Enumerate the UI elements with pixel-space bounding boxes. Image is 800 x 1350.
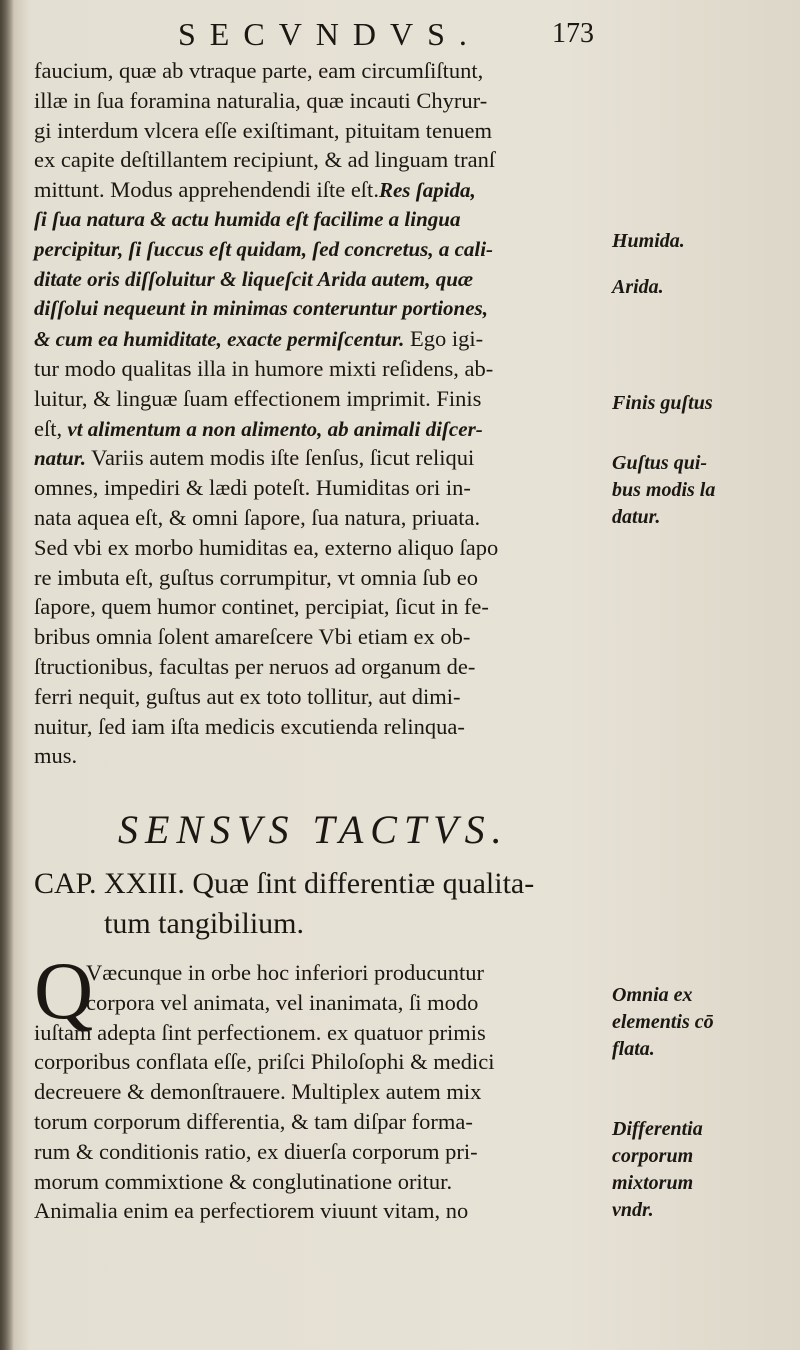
text-line: corpora vel animata, vel inanimata, ſi modo <box>86 989 479 1015</box>
text-italic: vt alimentum a non alimento, ab animali diſcer- <box>62 416 483 441</box>
text-line: ex capite deſtillantem recipiunt, & ad linguam tranſ <box>34 147 496 173</box>
text-line: Sed vbi ex morbo humiditas ea, externo aliquo ſapo <box>34 534 499 560</box>
text-line <box>34 443 614 473</box>
margin-note-text: Omnia ex <box>612 984 693 1006</box>
margin-note <box>612 274 664 301</box>
margin-note-text: flata. <box>612 1038 655 1060</box>
text-line: Animalia enim ea perfectiorem viuunt vitam, no <box>34 1198 469 1224</box>
text-line: omnes, impediri & lædi poteſt. Humiditas ori in- <box>34 475 471 501</box>
chapter-title-line: CAP. XXIII. Quæ ſint differentiæ qualita- <box>34 867 535 900</box>
margin-note-text: datur. <box>612 506 661 528</box>
text-line: ſtructionibus, facultas per neruos ad organum de- <box>34 653 476 679</box>
text-line: nuitur, ſed iam iſta medicis excutienda relinqua- <box>34 713 465 739</box>
margin-note <box>612 390 713 417</box>
text-italic: Res ſapida, <box>378 178 476 203</box>
text-line: decreuere & demonſtrauere. Multiplex autem mix <box>34 1079 482 1105</box>
margin-note-text: Guſtus qui- <box>612 452 708 474</box>
text-italic: natur. <box>34 446 86 471</box>
text-line: gi interdum vlcera eſſe exiſtimant, pituitam tenuem <box>34 117 492 143</box>
text-roman: eſt, <box>34 415 63 441</box>
text-line: Væcunque in orbe hoc inferiori producuntur <box>86 960 485 985</box>
text-line: re imbuta eſt, guſtus corrumpitur, vt omnia ſub eo <box>34 564 479 590</box>
margin-note-text: elementis cō <box>612 1011 714 1033</box>
margin-note <box>612 450 715 531</box>
text-line: ferri nequit, guſtus aut ex toto tollitur, aut dimi- <box>34 683 461 709</box>
italic-line: ſi ſua natura & actu humida eſt facilime a lingua <box>34 206 461 231</box>
margin-note <box>612 228 685 255</box>
page-header <box>0 14 800 54</box>
text-roman: Ego igi- <box>404 326 484 352</box>
margin-note-text: Humida. <box>612 230 685 252</box>
main-text <box>34 56 614 771</box>
text-line: faucium, quæ ab vtraque parte, eam circumſiſtunt, <box>34 58 484 83</box>
margin-note-text: bus modis la <box>612 479 716 501</box>
text-line: illæ in ſua foramina naturalia, quæ incauti Chyrur- <box>34 87 488 113</box>
text-line: rum & conditionis ratio, ex diuerſa corporum pri- <box>34 1138 478 1164</box>
page-number: 173 <box>552 18 594 49</box>
text-line: torum corporum differentia, & tam diſpar forma- <box>34 1108 473 1134</box>
margin-note-text: mixtorum <box>612 1172 694 1194</box>
chapter-title-line: tum tangibilium. <box>104 907 304 940</box>
margin-note-text: corporum <box>612 1145 694 1167</box>
text-line <box>34 175 614 205</box>
margin-note-text: Finis guſtus <box>612 392 713 414</box>
chapter-title <box>34 864 634 944</box>
text-line: tur modo qualitas illa in humore mixti reſidens, ab- <box>34 355 494 381</box>
text-line <box>34 324 614 354</box>
text-roman: mittunt. Modus apprehendendi iſte eſt. <box>34 177 379 203</box>
text-line: luitur, & linguæ ſuam effectionem imprimit. Finis <box>34 385 482 411</box>
text-line <box>34 414 614 444</box>
running-head: SECVNDVS. <box>178 16 481 52</box>
text-line: mus. <box>34 743 78 769</box>
drop-cap: Q <box>34 945 94 1036</box>
text-line: morum commixtione & conglutinatione oritur. <box>34 1168 453 1194</box>
gutter-shadow <box>0 0 14 1350</box>
text-line: ſapore, quem humor continet, percipiat, ſicut in fe- <box>34 594 489 620</box>
italic-line: percipitur, ſi ſuccus eſt quidam, ſed concretus, a cali- <box>34 236 494 261</box>
text-line: corporibus conflata eſſe, priſci Philoſophi & medici <box>34 1049 495 1075</box>
margin-note-text: Differentia <box>612 1118 703 1140</box>
margin-note <box>612 1116 703 1224</box>
text-roman: Variis autem modis iſte ſenſus, ſicut reliqui <box>85 445 475 471</box>
margin-note-text: vndr. <box>612 1199 654 1221</box>
text-line: bribus omnia ſolent amareſcere Vbi etiam ex ob- <box>34 624 471 650</box>
margin-note <box>612 982 714 1063</box>
chapter-body <box>34 945 624 1226</box>
italic-line: ditate oris diſſoluitur & liqueſcit Arida autem, quæ <box>34 266 474 291</box>
margin-note-text: Arida. <box>612 276 664 298</box>
text-line: nata aquea eſt, & omni ſapore, ſua natura, priuata. <box>34 504 481 530</box>
text-italic: & cum ea humiditate, exacte permiſcentur. <box>34 327 405 352</box>
text-line: iuſtam adepta ſint perfectionem. ex quatuor primis <box>34 1019 486 1045</box>
section-heading: SENSVS TACTVS. <box>118 807 509 852</box>
italic-line: diſſolui nequeunt in minimas conteruntur portiones, <box>34 296 488 321</box>
